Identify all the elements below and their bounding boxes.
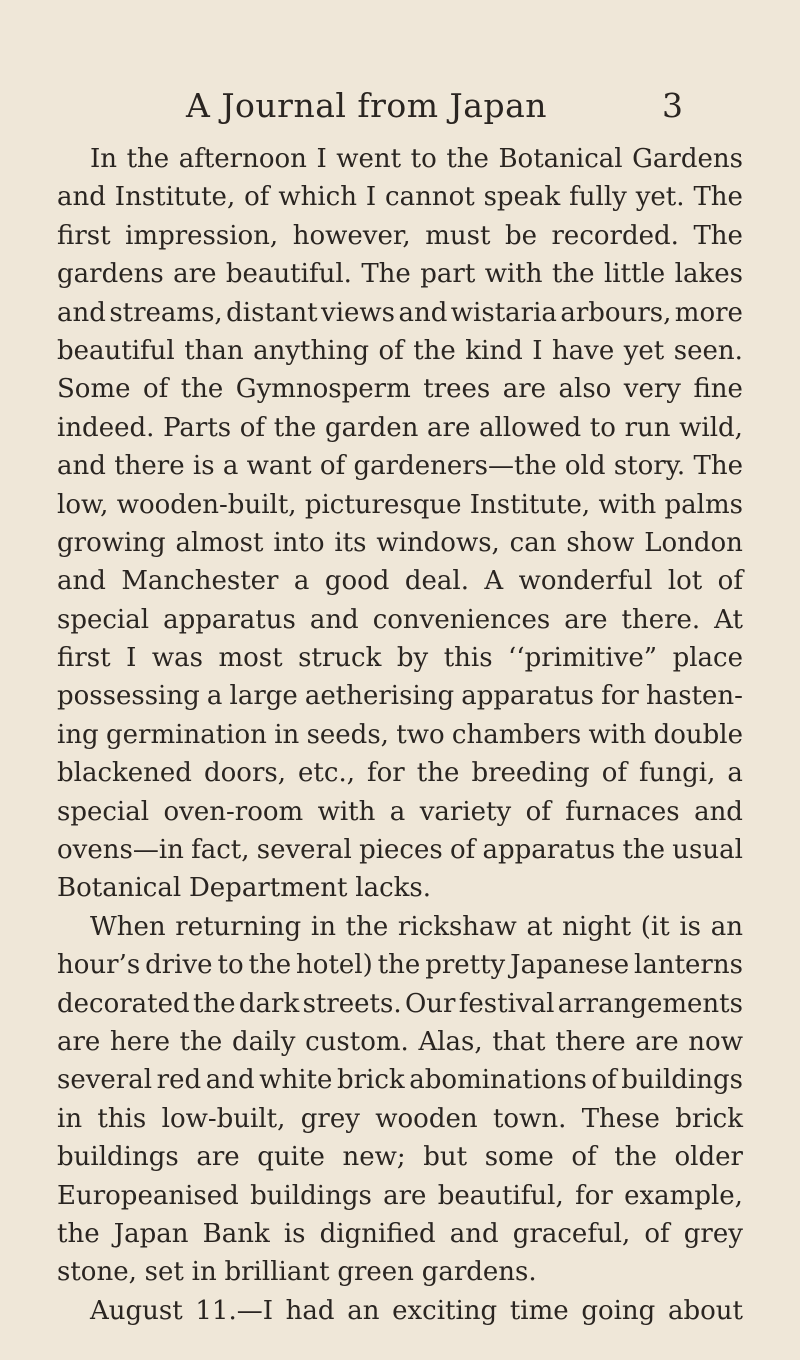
word: seen.: [673, 335, 743, 366]
word: fungi,: [639, 758, 716, 789]
word: aetherising: [304, 681, 455, 712]
word: When: [90, 911, 166, 942]
text-line: [57, 908, 743, 946]
word: dignified: [319, 1218, 436, 1249]
word: first: [57, 643, 111, 674]
word: allowed: [479, 412, 582, 443]
text-line: [57, 1061, 743, 1099]
word: chambers: [451, 719, 582, 750]
word: double: [653, 719, 743, 750]
word: are: [427, 412, 471, 443]
word: drive: [145, 950, 213, 981]
word: of: [591, 1065, 617, 1096]
running-head: A Journal from Japan: [186, 86, 548, 125]
word: I: [365, 182, 377, 213]
word: almost: [175, 527, 264, 558]
word: lot: [667, 566, 703, 597]
word: impression,: [125, 220, 279, 251]
word: the: [273, 412, 317, 443]
word: to: [589, 412, 616, 443]
word: want: [246, 451, 312, 482]
word: now: [688, 1026, 743, 1057]
word: pieces: [359, 835, 443, 866]
word: but: [423, 1142, 468, 1173]
word: Japan: [113, 1218, 189, 1249]
text-line: [57, 370, 743, 408]
word: garden: [325, 412, 419, 443]
word: its: [334, 527, 367, 558]
word: the: [622, 835, 666, 866]
word: the: [192, 988, 236, 1019]
word: variety: [419, 796, 512, 827]
word: for: [575, 1180, 613, 1211]
word: I: [532, 335, 543, 366]
word: lakes: [674, 259, 743, 290]
word: beautiful: [57, 335, 175, 366]
word: by: [396, 643, 429, 674]
word: to: [217, 950, 244, 981]
word: fact,: [191, 835, 250, 866]
word: are: [564, 604, 608, 635]
word: had: [285, 1295, 335, 1326]
word: arbours,: [560, 297, 672, 328]
word: beautiful.: [225, 259, 352, 290]
word: The: [361, 259, 411, 290]
word: in: [57, 1103, 83, 1134]
word: run: [624, 412, 671, 443]
text-line: [57, 447, 743, 485]
word: two: [396, 719, 445, 750]
word: daily: [231, 1026, 296, 1057]
word: to: [410, 144, 437, 174]
word: deal.: [404, 566, 469, 597]
word: went: [336, 144, 402, 174]
body-text: [57, 140, 743, 1330]
word: and: [205, 1065, 255, 1096]
word: the: [57, 1218, 100, 1249]
word: graceful,: [512, 1218, 631, 1249]
word: cannot: [385, 182, 475, 213]
word: Institute,: [469, 489, 591, 520]
word: Our: [404, 988, 456, 1019]
text-line: [57, 1100, 743, 1138]
word: buildings: [250, 1180, 372, 1211]
word: abominations: [409, 1065, 587, 1096]
word: the: [614, 1142, 657, 1173]
word: here: [110, 1026, 170, 1057]
word: Some: [57, 374, 131, 405]
word: and: [309, 604, 359, 635]
word: afternoon: [178, 144, 307, 174]
text-line: [57, 409, 743, 447]
word: usual: [672, 835, 743, 866]
word: first: [57, 220, 111, 251]
word: of: [319, 451, 346, 482]
word: apparatus: [482, 835, 616, 866]
word: Manchester: [121, 566, 279, 597]
text-line: [57, 601, 743, 639]
word: the: [126, 144, 170, 174]
word: story.: [613, 451, 686, 482]
word: returning: [175, 911, 302, 942]
word: is: [283, 1218, 306, 1249]
word: new;: [342, 1142, 406, 1173]
text-line: [57, 1023, 743, 1061]
word: in: [310, 911, 336, 942]
word: fully: [569, 182, 627, 213]
word: of: [571, 1142, 597, 1173]
word: germination: [106, 719, 267, 750]
word: special: [57, 604, 150, 635]
word: pretty: [425, 950, 506, 981]
word: than: [184, 335, 244, 366]
word: very: [623, 374, 681, 405]
word: wonderful: [518, 566, 653, 597]
word: Gardens: [632, 144, 743, 174]
word: wild,: [679, 412, 743, 443]
word: distant: [226, 297, 318, 328]
word: there.: [621, 604, 701, 635]
word: are: [173, 259, 217, 290]
text-line: [57, 140, 743, 178]
word: I: [316, 144, 327, 174]
word: of: [601, 758, 627, 789]
word: at: [526, 911, 553, 942]
word: are: [196, 1142, 240, 1173]
word: the: [413, 335, 456, 366]
word: apparatus: [163, 604, 296, 635]
text-line: [57, 294, 743, 332]
word: beautiful,: [437, 1180, 564, 1211]
text-line: [57, 217, 743, 255]
word: with: [588, 719, 647, 750]
word: palms: [664, 489, 743, 520]
word: apparatus: [461, 681, 595, 712]
text-line: [57, 831, 743, 869]
word: example,: [624, 1180, 743, 1211]
word: and: [57, 297, 106, 328]
word: part: [420, 259, 476, 290]
word: for: [367, 758, 405, 789]
word: quite: [257, 1142, 325, 1173]
word: fine: [693, 374, 743, 405]
text-line: [57, 1292, 743, 1330]
word: ovens—in: [57, 835, 184, 866]
word: wistaria: [450, 297, 557, 328]
word: of: [525, 796, 551, 827]
word: buildings: [621, 1065, 743, 1096]
text-line: [57, 486, 743, 524]
word: brick: [336, 1065, 405, 1096]
word: Bank: [202, 1218, 270, 1249]
word: speak: [483, 182, 561, 213]
word: stone,: [57, 1257, 137, 1288]
word: indeed.: [57, 412, 155, 443]
word: and: [694, 796, 743, 827]
word: Department: [188, 873, 348, 904]
word: that: [492, 1026, 546, 1057]
text-line: [57, 985, 743, 1023]
word: about: [667, 1295, 743, 1326]
text-line: [57, 1138, 743, 1176]
text-line: [57, 1253, 743, 1291]
text-line: [57, 639, 743, 677]
word: show: [566, 527, 635, 558]
word: The: [693, 451, 743, 482]
word: windows,: [376, 527, 500, 558]
word: of: [449, 835, 476, 866]
word: hasten-: [645, 681, 743, 712]
word: the: [248, 950, 292, 981]
word: are: [57, 1026, 101, 1057]
word: is: [192, 451, 215, 482]
word: an: [710, 911, 743, 942]
text-line: [57, 178, 743, 216]
word: gardens.: [421, 1257, 537, 1288]
word: rickshaw: [397, 911, 517, 942]
word: blackened: [57, 758, 192, 789]
word: of: [644, 1218, 670, 1249]
word: decorated: [57, 988, 190, 1019]
word: older: [674, 1142, 743, 1173]
text-line: [57, 255, 743, 293]
word: most: [218, 643, 283, 674]
word: in: [274, 719, 300, 750]
word: A: [484, 566, 504, 597]
word: Botanical: [498, 144, 623, 174]
word: which: [278, 182, 357, 213]
word: buildings: [57, 1142, 179, 1173]
word: large: [229, 681, 298, 712]
word: into: [273, 527, 325, 558]
word: exciting: [392, 1295, 498, 1326]
word: growing: [57, 527, 166, 558]
word: little: [603, 259, 666, 290]
word: be: [504, 220, 537, 251]
word: Botanical: [57, 873, 182, 904]
word: conveniences: [372, 604, 551, 635]
word: place: [672, 643, 743, 674]
text-line: [57, 1215, 743, 1253]
text-line: [57, 1177, 743, 1215]
word: Institute,: [114, 182, 236, 213]
word: gardeners—the: [353, 451, 557, 482]
text-line: [57, 524, 743, 562]
word: and: [57, 566, 106, 597]
word: there: [114, 451, 185, 482]
word: recorded.: [551, 220, 679, 251]
text-line: [57, 332, 743, 370]
word: arrangements: [557, 988, 743, 1019]
word: low-built,: [161, 1103, 286, 1134]
word: struck: [298, 643, 382, 674]
word: Europeanised: [57, 1180, 239, 1211]
word: custom.: [305, 1026, 409, 1057]
word: Alas,: [418, 1026, 483, 1057]
word: also: [558, 374, 612, 405]
word: with: [317, 796, 376, 827]
word: and: [449, 1218, 499, 1249]
word: of: [239, 412, 266, 443]
word: anything: [253, 335, 369, 366]
word: (it: [640, 911, 670, 942]
word: The: [693, 182, 743, 213]
word: the: [377, 950, 421, 981]
word: this: [443, 643, 493, 674]
word: night: [562, 911, 632, 942]
word: Parts: [163, 412, 232, 443]
word: doors,: [204, 758, 286, 789]
word: streams,: [109, 297, 223, 328]
word: etc.,: [298, 758, 355, 789]
text-line: [57, 754, 743, 792]
word: are: [502, 374, 547, 405]
word: ing: [57, 719, 99, 750]
word: and: [57, 182, 106, 213]
word: At: [714, 604, 743, 635]
word: August: [90, 1295, 183, 1326]
word: however,: [292, 220, 411, 251]
word: a: [727, 758, 743, 789]
word: good: [324, 566, 390, 597]
word: I: [126, 643, 137, 674]
word: grey: [300, 1103, 360, 1134]
word: set: [144, 1257, 184, 1288]
word: a: [222, 451, 239, 482]
word: These: [581, 1103, 660, 1134]
word: brick: [675, 1103, 743, 1134]
word: with: [598, 489, 657, 520]
word: old: [564, 451, 606, 482]
word: time: [509, 1295, 569, 1326]
word: going: [581, 1295, 656, 1326]
word: some: [484, 1142, 554, 1173]
word: London: [644, 527, 743, 558]
word: town.: [492, 1103, 567, 1134]
word: 11.—I: [195, 1295, 273, 1326]
word: streets.: [302, 988, 402, 1019]
word: and: [398, 297, 448, 328]
word: the: [446, 144, 489, 174]
word: must: [425, 220, 491, 251]
text-line: [57, 716, 743, 754]
word: wooden: [375, 1103, 478, 1134]
word: wooden-built,: [116, 489, 297, 520]
word: the: [345, 911, 389, 942]
word: seeds,: [306, 719, 389, 750]
word: red: [156, 1065, 202, 1096]
word: the: [180, 374, 224, 405]
word: hour’s: [57, 950, 141, 981]
word: hotel): [296, 950, 373, 981]
text-line: [57, 677, 743, 715]
word: lanterns: [634, 950, 743, 981]
word: several: [256, 835, 352, 866]
word: Japanese: [510, 950, 630, 981]
word: was: [151, 643, 203, 674]
word: oven-room: [163, 796, 304, 827]
text-line: [57, 562, 743, 600]
word: an: [347, 1295, 380, 1326]
word: a: [389, 796, 406, 827]
word: there: [555, 1026, 626, 1057]
word: white: [259, 1065, 333, 1096]
word: this: [97, 1103, 147, 1134]
word: several: [57, 1065, 153, 1096]
word: The: [693, 220, 743, 251]
word: yet.: [635, 182, 685, 213]
word: more: [674, 297, 743, 328]
word: ‘‘primitive”: [508, 643, 658, 674]
word: of: [142, 374, 169, 405]
word: a: [293, 566, 310, 597]
word: a: [206, 681, 223, 712]
word: views: [321, 297, 396, 328]
word: for: [601, 681, 639, 712]
word: In: [90, 144, 118, 174]
word: of: [244, 182, 270, 213]
word: festival: [458, 988, 555, 1019]
word: the: [416, 758, 460, 789]
word: furnaces: [565, 796, 680, 827]
word: are: [635, 1026, 679, 1057]
word: yet: [623, 335, 665, 366]
word: the: [551, 259, 595, 290]
word: with: [484, 259, 543, 290]
word: possessing: [57, 681, 200, 712]
word: picturesque: [304, 489, 462, 520]
word: breeding: [471, 758, 590, 789]
word: lacks.: [355, 873, 431, 904]
word: gardens: [57, 259, 164, 290]
word: special: [57, 796, 150, 827]
word: kind: [465, 335, 523, 366]
word: brilliant: [224, 1257, 330, 1288]
word: have: [551, 335, 615, 366]
word: and: [57, 451, 106, 482]
word: trees: [423, 374, 491, 405]
word: green: [337, 1257, 414, 1288]
word: of: [717, 566, 743, 597]
word: can: [509, 527, 557, 558]
text-line: [57, 793, 743, 831]
word: the: [179, 1026, 223, 1057]
word: Gymnosperm: [235, 374, 411, 405]
page-number: 3: [662, 86, 683, 125]
word: low,: [57, 489, 109, 520]
word: is: [679, 911, 702, 942]
word: dark: [238, 988, 300, 1019]
word: in: [191, 1257, 217, 1288]
word: are: [383, 1180, 427, 1211]
text-line: [57, 946, 743, 984]
text-line: [57, 869, 743, 907]
word: of: [378, 335, 404, 366]
word: grey: [683, 1218, 743, 1249]
